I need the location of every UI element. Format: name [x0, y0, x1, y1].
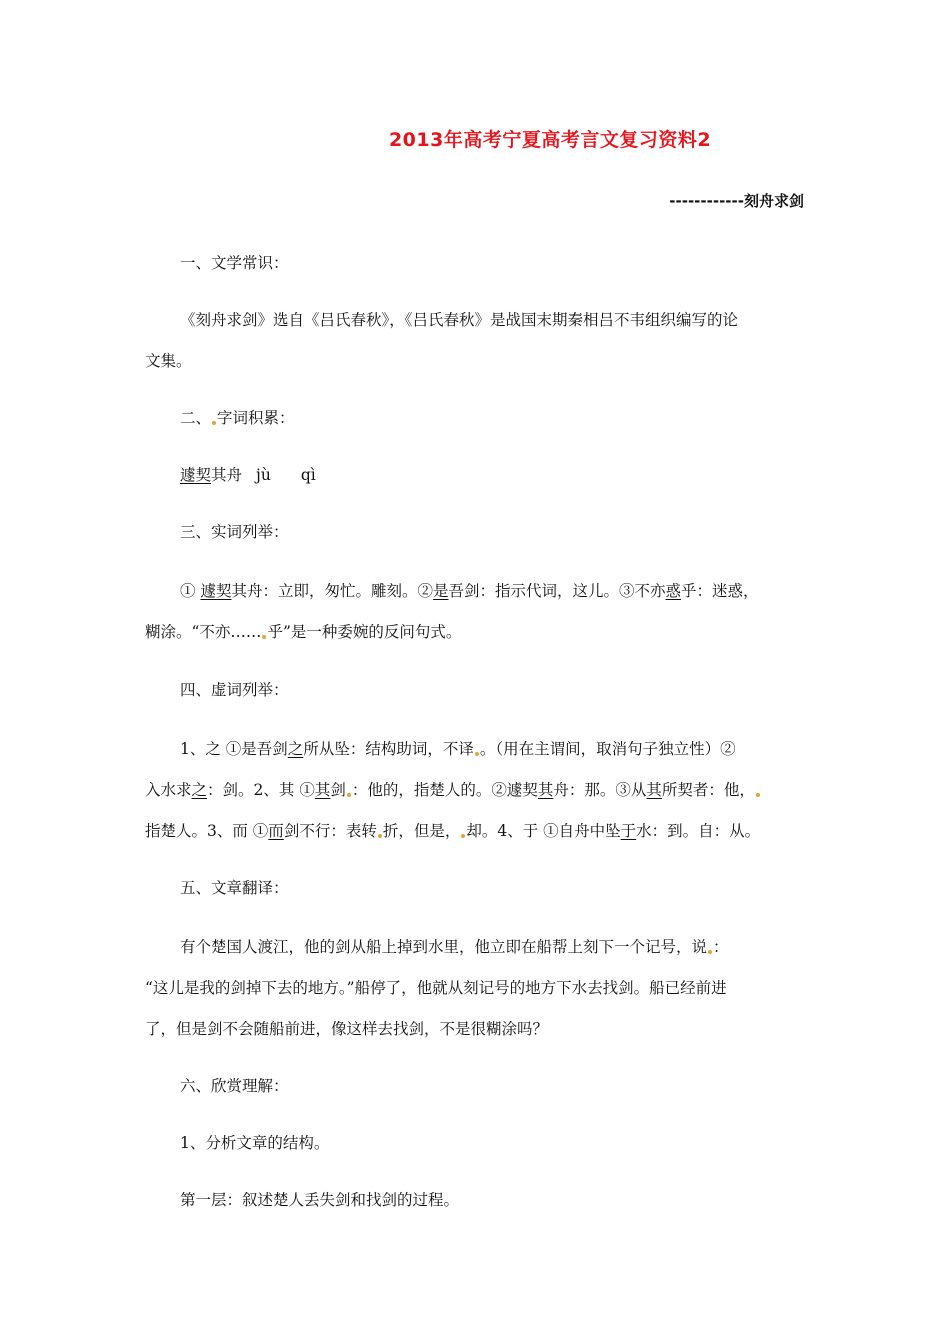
underlined-word: 其: [537, 781, 554, 799]
underlined-word: 惑: [665, 582, 682, 600]
underlined-word: 于: [620, 822, 637, 840]
document-subtitle: ------------刻舟求剑: [669, 192, 804, 210]
text-run: ：: [713, 938, 729, 956]
text-run: ：剑。2、其 ①: [207, 781, 315, 799]
edit-mark-icon: [212, 421, 216, 425]
edit-mark-icon: [708, 950, 712, 954]
underlined-word: 遽契: [200, 582, 232, 600]
text-run: 指楚人。3、而 ①: [145, 822, 269, 840]
underlined-word: 之: [191, 781, 208, 799]
text-run: ：他的，指楚人的。②遽契: [351, 781, 538, 799]
text-run: 1、之 ①是吾剑: [180, 740, 288, 758]
text-run: 所从坠：结构助词，不译: [303, 740, 474, 758]
section-5-line-2: “这儿是我的剑掉下去的地方。”船停了，他就从刻记号的地方下水去找剑。船已经前进: [145, 979, 727, 997]
underlined-word: 之: [287, 740, 304, 758]
text-run: 乎”是一种委婉的反问句式。: [267, 623, 462, 641]
pinyin-ju: jù: [256, 466, 271, 484]
section-5-heading: 五、文章翻译：: [180, 879, 289, 897]
edit-mark-icon: [461, 834, 465, 838]
underlined-word: 而: [268, 822, 284, 840]
text-run: 其舟：立即，匆忙。雕刻。②: [231, 582, 433, 600]
section-4-line-2: [145, 770, 805, 811]
text-run: 折，但是，: [382, 822, 461, 840]
text-run: 舟：那。③从: [553, 781, 647, 799]
edit-mark-icon: [756, 793, 760, 797]
edit-mark-icon: [378, 834, 382, 838]
text-run: 水：到。自：从。: [636, 822, 761, 840]
edit-mark-icon: [347, 793, 351, 797]
section-3-heading: 三、实词列举：: [180, 523, 289, 541]
text-run: 剑: [330, 781, 346, 799]
text-run: 所契者：他，: [661, 781, 755, 799]
section-1-line-2: 文集。: [145, 352, 192, 370]
underlined-word: 是: [432, 582, 449, 600]
section-2-heading: [145, 398, 840, 439]
text-run: 乎：迷惑，: [681, 582, 759, 600]
text-run: 却。4、于 ①自舟中: [466, 822, 606, 840]
section-2-heading-number: 二、: [180, 409, 212, 427]
text-run: ①: [180, 582, 201, 600]
section-3-line-1: [145, 571, 840, 612]
document-title: 2013年高考宁夏高考言文复习资料2: [388, 129, 712, 151]
pinyin-qi: qì: [300, 466, 316, 484]
section-2-vocab-line: [145, 455, 840, 496]
section-1-line-1: 《刻舟求剑》选自《吕氏春秋》，《吕氏春秋》是战国末期秦相吕不韦组织编写的论: [180, 311, 739, 329]
text-run: 有个楚国人渡江，他的剑从船上掉到水里，他立即在船帮上刻下一个记号，说: [180, 938, 708, 956]
text-run: 剑不行：表转: [283, 822, 377, 840]
section-4-line-1: [145, 729, 840, 770]
section-6-heading: 六、欣赏理解：: [180, 1077, 289, 1095]
vocab-rest: 其舟: [211, 466, 243, 484]
section-6-question-1: 1、分析文章的结构。: [180, 1134, 330, 1152]
section-5-line-3: 了，但是剑不会随船前进，像这样去找剑，不是很糊涂吗？: [145, 1020, 549, 1038]
section-6-paragraph-1: 第一层：叙述楚人丢失剑和找剑的过程。: [180, 1191, 460, 1209]
edit-mark-icon: [262, 635, 266, 639]
section-3-line-2: [145, 612, 805, 653]
section-4-heading: 四、虚词列举：: [180, 681, 289, 699]
vocab-underlined-word: 遽契: [180, 466, 212, 484]
section-4-line-3: [145, 811, 805, 852]
text-run: 。（用在主谓间，取消句子独立性）②: [479, 740, 736, 758]
section-2-heading-text: 字词积累：: [217, 409, 295, 427]
edit-mark-icon: [475, 752, 479, 756]
text-run: 坠: [605, 822, 621, 840]
text-run: 吾剑：指示代词，这儿。③不亦: [448, 582, 666, 600]
section-1-heading: 一、文学常识：: [180, 254, 289, 272]
text-run: 入水求: [145, 781, 192, 799]
section-5-line-1: [145, 927, 840, 968]
text-run: 糊涂。“不亦……: [145, 623, 262, 641]
underlined-word: 其: [646, 781, 662, 799]
underlined-word: 其: [314, 781, 331, 799]
